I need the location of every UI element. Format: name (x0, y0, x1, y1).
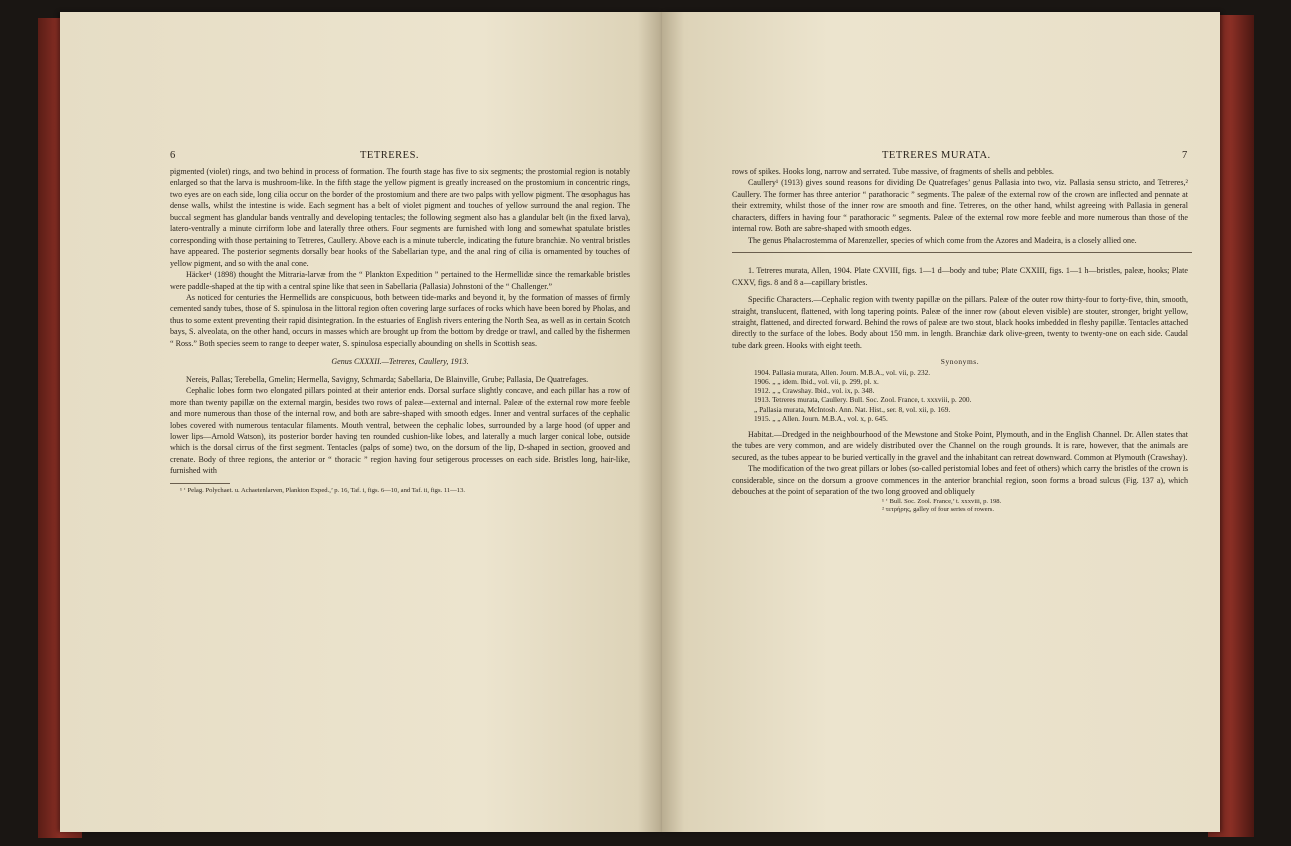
footnote: ² τετρήρης, galley of four series of rowers. (882, 506, 995, 514)
paragraph: Caullery¹ (1913) gives sound reasons for dividing De Quatrefages’ genus Pallasia into two, viz. Pallasia sensu stricto, and Tetreres,² Caullery. The former has three anterior “ parathoracic ” segments. The paleæ of the external row of the crown are inflected and pennate at their extremity, whilst those of the inner row are smooth and fine. Tetreres, on the other hand, whilst agreeing with Pallasia in general characters, differs in having four “ parathoracic ” segments. Paleæ of the external row more feeble and more numerous than those of the internal row. Both are sabre-shaped with smooth edges. (732, 178, 1188, 234)
genus-heading: Genus CXXXII.—Tetreres, Caullery, 1913. (331, 357, 469, 367)
species-heading: 1. Tetreres murata, Allen, 1904. Plate CXVIII, figs. 1—1 d—body and tube; Plate CXXIII, figs. 1—1 h—bristles, paleæ, hooks; Plate CXXV, figs. 8 and 8 a—capillary bristles. (732, 266, 1188, 287)
habitat: Habitat.—Dredged in the neighbourhood of the Mewstone and Stoke Point, Plymouth, and in the English Channel. Dr. Allen states that the tubes are very common, and are widely distributed over the Channel on the rough grounds. It is rare, however, that the animals are secured, as the tubes appear to be buried vertically in the gravel and the inhabitant can retreat downward. Common at Plymouth (Crawshay). (732, 430, 1188, 462)
synonyms-title: Synonyms. (940, 357, 980, 367)
right-page (662, 12, 1220, 832)
right-text-block (732, 166, 1188, 515)
synonym-entry: „ Pallasia murata, McIntosh. Ann. Nat. Hist., ser. 8, vol. xii, p. 169. (754, 404, 951, 414)
running-head-left: TETRERES. (360, 150, 420, 161)
synonym-entry: 1904. Pallasia murata, Allen. Journ. M.B.A., vol. vii, p. 232. (754, 367, 931, 377)
page-number-left: 6 (170, 150, 176, 161)
synonym-entry: 1915. „ „ Allen. Journ. M.B.A., vol. x, p. 645. (754, 413, 888, 423)
paragraph: Häcker¹ (1898) thought the Mitraria-larvæ from the “ Plankton Expedition ” pertained to the Hermellidæ since the remarkable bristles were paddle-shaped at the tip with a central spine like that seen in Sabellaria (Pallasia) Johnstoni of the “ Challenger.” (170, 270, 630, 291)
section-rule (732, 252, 1192, 253)
left-text-block (170, 166, 630, 495)
footnote-rule (170, 483, 230, 484)
genus-synonyms: Nereis, Pallas; Terebella, Gmelin; Hermella, Savigny, Schmarda; Sabellaria, De Blainville, Grube; Pallasia, De Quatrefages. (186, 374, 589, 384)
page-number-right: 7 (1182, 150, 1188, 161)
paragraph: rows of spikes. Hooks long, narrow and serrated. Tube massive, of fragments of shells and pebbles. (732, 167, 1054, 176)
left-page (60, 12, 662, 832)
specific-characters: Specific Characters.—Cephalic region with twenty papillæ on the pillars. Paleæ of the outer row thirty-four to forty-five, thin, smooth, straight, translucent, flattened, with long tapering points. Paleæ of the inner row (about eleven visible) are stouter, stronger, bright yellow, straight, flattened, and directed forward. Behind the rows of paleæ are two stout, black hooks imbedded in fleshy papillæ. Tentacles attached directly to the surface of the lobes. Body about 150 mm. in length. Branchiæ dark olive-green, twenty to twenty-one on each side. Caudal tube dark green. Hooks with eight teeth. (732, 295, 1188, 350)
synonym-entry: 1912. „ „ Crawshay. Ibid., vol. ix, p. 348. (754, 386, 875, 396)
genus-description: Cephalic lobes form two elongated pillars pointed at their anterior ends. Dorsal surface slightly concave, and each pillar has a row of more than twenty papillæ on the external margin, besides two rows of paleæ—external and internal. Paleæ of the external row more feeble and more numerous than those of the internal row, and both are sabre-shaped with smooth edges. Inner and ventral surfaces of the cephalic lobes covered with numerous tentacular filaments. Mouth ventral, between the cephalic lobes, surrounded by a large hood (of upper and lower lips—Arnold Watson), its posterior border having ten rounded cushion-like lobes, and laterally a much larger conical lobe, outside which is the dorsal cirrus of the first segment. Tentacles (palps of some) two, on the dorsum of the lip, D-shaped in section, grooved and crenate. Body of three regions, the anterior or “ thoracic ” region having four setigerous processes on each side. Bristles long, hair-like, furnished with (170, 386, 630, 476)
synonym-entry: 1913. Tetreres murata, Caullery. Bull. Soc. Zool. France, t. xxxviii, p. 200. (754, 395, 972, 405)
running-head-right: TETRERES MURATA. (882, 150, 991, 161)
footnote: ¹ ‘ Bull. Soc. Zool. France,’ t. xxxviii, p. 198. (882, 497, 1002, 505)
paragraph: pigmented (violet) rings, and two behind in process of formation. The fourth stage has five to six segments; the prostomial region is notably enlarged so that the larva is mushroom-like. In the fifth stage the yellow pigment is greatly increased on the prostomium in concentric rings, two eyes are on each side, long cilia occur on the border of the prostomium and there are two palps with yellow pigment. The œsophagus has dense walls, whilst the intestine is wide. Each segment has a belt of violet pigment and touches of yellow surround the anal region. The buccal segment has glandular bands ventrally and developing tentacles; the following segment also has a glandular belt (in the fixed larva), latero-ventrally a minute cirriform lobe and laterally three others. Four segments are furnished with long and somewhat spatulate bristles corresponding with those pertaining to Tetreres, Caullery. Above each is a minute tubercle, indicating the future branchiæ. No ventral bristles have appeared. The posterior segments dorsally bear hooks of the Sabellarian type, and the anal ring of cilia is ornamented by touches of yellow pigment, and so with the anal cone. (170, 167, 630, 268)
paragraph: As noticed for centuries the Hermellids are conspicuous, both between tide-marks and beyond it, by the formation of masses of firmly cemented sandy tubes, those of S. spinulosa in the littoral region often covering large surfaces of rocks which have been bored by Pholas, and thus to some extent preventing their rapid disintegration. In the estuaries of English rivers entering the North Sea, as well as in certain Scotch bays, S. alveolata, on the other hand, occurs in masses which are brought up from the bottom by dredge or trawl, and called by the fishermen “ Ross.” Both species seem to range to deeper water, S. spinulosa especially abounding on shells in Scottish seas. (170, 292, 630, 348)
synonym-entry: 1906. „ „ idem. Ibid., vol. vii, p. 299, pl. x. (754, 377, 879, 386)
paragraph: The genus Phalacrostemma of Marenzeller, species of which come from the Azores and Madeira, is a closely allied one. (748, 235, 1137, 245)
modification: The modification of the two great pillars or lobes (so-called peristomial lobes and feet of others) which carry the bristles of the crown is considerable, since on the dorsum a groove commences in the anterior branchial region, soon forms a broad sulcus (Fig. 137 a), which debouches at the point of separation of the two long grooved and obliquely (732, 464, 1188, 497)
footnote: ¹ ‘ Pelag. Polychaet. u. Achaetenlarven, Plankton Exped.,’ p. 16, Taf. i, figs. 6—10, and Taf. ii, figs. 11—13. (180, 486, 466, 494)
